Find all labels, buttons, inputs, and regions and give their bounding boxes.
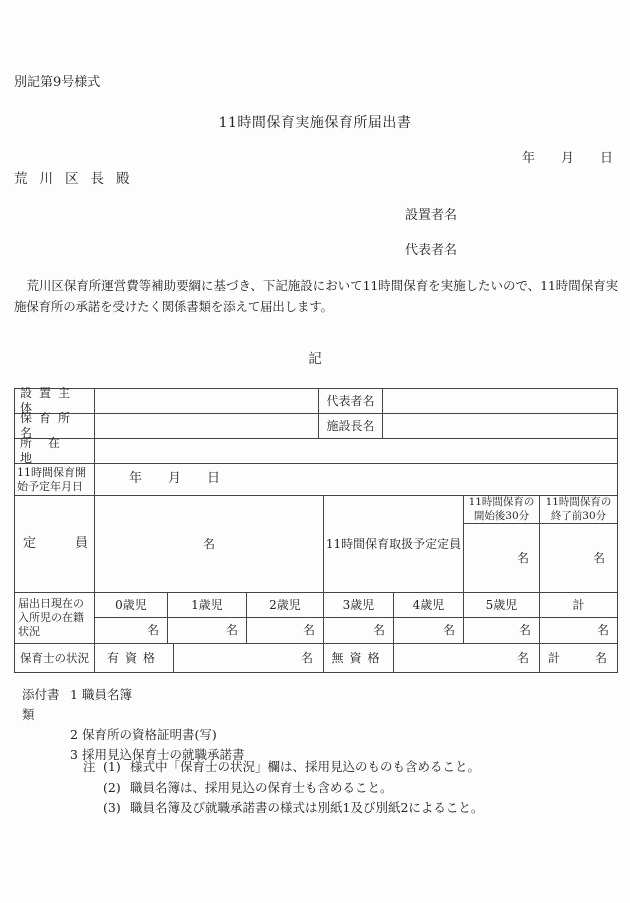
- qualified-label-cell: 有資格: [94, 643, 174, 673]
- age-header-cell-3: 3歳児: [323, 592, 394, 618]
- notes-block: [83, 757, 483, 819]
- start30-header-line2: 開始後30分: [473, 509, 530, 522]
- start-date-value-cell: 年 月 日: [94, 463, 618, 496]
- total-count-unit: 名: [594, 650, 607, 665]
- note-item: [83, 757, 483, 778]
- nursery-name-value-cell: [94, 413, 319, 439]
- enrollment-label-cell: [14, 592, 95, 644]
- attachment-text: 採用見込保育士の就職承諾書: [82, 747, 245, 762]
- total-label: 計: [548, 650, 561, 665]
- establisher-label-cell: 設置主体: [14, 388, 95, 414]
- age-header-cell-total: 計: [539, 592, 618, 618]
- attachment-item: [22, 685, 245, 725]
- establisher-value-cell: [94, 388, 319, 414]
- attachment-number: 3: [70, 747, 78, 762]
- address-value-cell: [94, 438, 618, 464]
- facility-head-value-cell: [382, 413, 618, 439]
- age-header-cell-2: 2歳児: [246, 592, 324, 618]
- facility-head-label-cell: 施設長名: [318, 413, 383, 439]
- form-code: 別記第9号様式: [14, 75, 101, 90]
- end30-header-cell: [539, 495, 618, 524]
- notes-label: 注: [83, 759, 96, 774]
- age-count-cell-4: 名: [393, 617, 464, 644]
- body-paragraph: 荒川区保育所運営費等補助要綱に基づき、下記施設において11時間保育を実施したいので、11時間保育実施保育所の承諾を受けたく関係書類を添えて届出します。: [14, 278, 618, 314]
- start-date-label-line2: 始予定年月日: [17, 479, 83, 493]
- attachments-label: 添付書類: [22, 687, 60, 722]
- attachments-block: [22, 685, 245, 765]
- age-count-cell-3: 名: [323, 617, 394, 644]
- note-number: (1): [103, 759, 121, 774]
- start-date-label-cell: [14, 463, 95, 496]
- age-count-cell-5: 名: [463, 617, 540, 644]
- record-heading: 記: [308, 351, 322, 367]
- age-count-cell-2: 名: [246, 617, 324, 644]
- enrollment-label-line2: 入所児の在籍: [18, 611, 84, 625]
- planned-capacity-label-cell: 11時間保育取扱予定定員: [323, 495, 464, 593]
- start30-header-cell: [463, 495, 540, 524]
- capacity-value-cell: 名: [94, 495, 324, 593]
- note-item: [83, 778, 483, 799]
- note-item: [83, 798, 483, 819]
- attachment-number: 1: [70, 687, 78, 702]
- enrollment-label-line1: 届出日現在の: [18, 597, 84, 611]
- note-text: 様式中「保育士の状況」欄は、採用見込のものも含めること。: [130, 759, 481, 774]
- end30-header-line2: 終了前30分: [550, 509, 607, 522]
- age-count-cell-1: 名: [167, 617, 247, 644]
- setter-name-label: 設置者名: [405, 208, 458, 223]
- page-title: 11時間保育実施保育所届出書: [218, 115, 412, 131]
- addressee: 荒川区長殿: [14, 171, 142, 187]
- attachment-text: 職員名簿: [82, 687, 133, 702]
- unqualified-label-cell: 無資格: [323, 643, 394, 673]
- age-header-cell-0: 0歳児: [94, 592, 168, 618]
- age-header-cell-5: 5歳児: [463, 592, 540, 618]
- unqualified-count-cell: 名: [393, 643, 540, 673]
- representative-label-cell: 代表者名: [318, 388, 383, 414]
- date-line: 年 月 日: [521, 151, 613, 166]
- start30-header-line1: 11時間保育の: [468, 496, 535, 509]
- start-date-label-line1: 11時間保育開: [17, 465, 86, 479]
- enrollment-label-line3: 状況: [18, 624, 40, 638]
- capacity-label-cell: 定 員: [14, 495, 95, 593]
- total-count-cell: [539, 643, 618, 673]
- age-header-cell-4: 4歳児: [393, 592, 464, 618]
- age-count-cell-0: 名: [94, 617, 168, 644]
- note-number: (3): [103, 800, 121, 815]
- representative-value-cell: [382, 388, 618, 414]
- age-count-cell-total: 名: [539, 617, 618, 644]
- attachment-number: 2: [70, 727, 78, 742]
- address-label-cell: 所在地: [14, 438, 95, 464]
- end30-value-cell: 名: [539, 523, 618, 593]
- end30-header-line1: 11時間保育の: [545, 496, 612, 509]
- age-header-cell-1: 1歳児: [167, 592, 247, 618]
- representative-name-label: 代表者名: [405, 243, 458, 258]
- start30-value-cell: 名: [463, 523, 540, 593]
- note-number: (2): [103, 779, 121, 795]
- note-text: 職員名簿は、採用見込の保育士も含めること。: [130, 779, 393, 795]
- nursery-name-label-cell: 保育所名: [14, 413, 95, 439]
- attachment-item: [22, 725, 245, 745]
- staff-status-label-cell: 保育士の状況: [14, 643, 95, 673]
- attachment-text: 保育所の資格証明書(写): [82, 727, 217, 742]
- note-text: 職員名簿及び就職承諾書の様式は別紙1及び別紙2によること。: [130, 800, 484, 815]
- qualified-count-cell: 名: [173, 643, 324, 673]
